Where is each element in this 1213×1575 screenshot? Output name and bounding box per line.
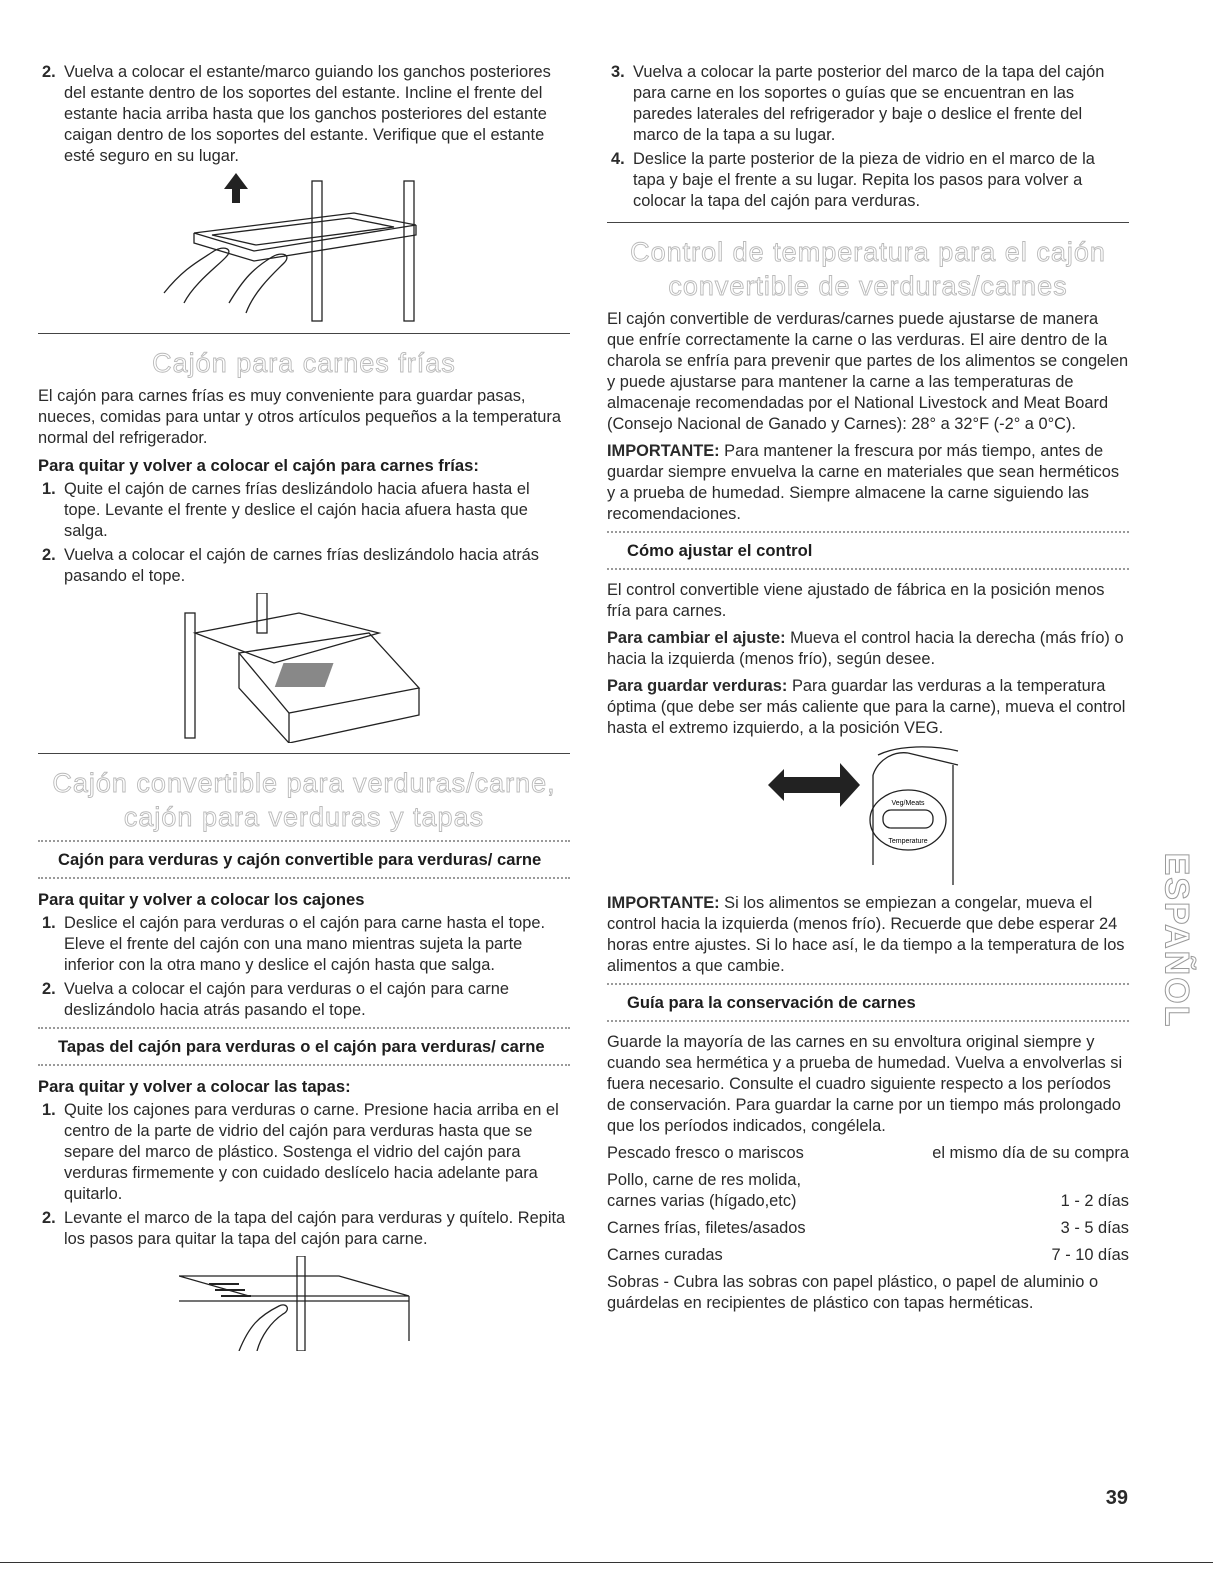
table-value: 7 - 10 días xyxy=(1051,1246,1129,1264)
carnes-frias-step-1 xyxy=(38,479,570,542)
veg-text: Para guardar las verduras a la temperatura óptima (que debe ser más caliente que para la carne), mueva el control hasta el extremo izquierdo, a la posición VEG. xyxy=(607,677,1126,737)
title-line-1: Cajón convertible para verduras/carne, xyxy=(52,768,556,798)
table-row-prefix: Pollo, carne de res molida, xyxy=(607,1171,802,1189)
important-text: Si los alimentos se empiezan a congelar, mueva el control hacia la izquierda (menos frío). Recuerde que debe esperar 24 horas entre ajustes. Si lo hace así, le da tiempo a la temperatura de los alimentos a que cambie. xyxy=(607,894,1125,975)
veg-label: Para guardar verduras: xyxy=(607,677,788,695)
language-side-tab xyxy=(1157,820,1196,1060)
section-title-cajon-convertible xyxy=(38,766,570,834)
subheading-como-ajustar: Cómo ajustar el control xyxy=(607,531,1129,570)
step-text: Deslice la parte posterior de la pieza de vidrio en el marco de la tapa y baje el frente a su lugar. Repita los pasos para volver a colocar la tapa del cajón para verduras. xyxy=(633,150,1095,210)
title-line-2: cajón para verduras y tapas xyxy=(123,802,485,832)
tapas-step-2 xyxy=(38,1208,570,1250)
section-divider xyxy=(607,222,1129,223)
table-item: carnes varias (hígado,etc) xyxy=(607,1192,797,1210)
step-text: Quite el cajón de carnes frías deslizándolo hacia afuera hasta el tope. Levante el frente y deslice el cajón hacia afuera hasta que salga. xyxy=(64,480,530,540)
step-text: Vuelva a colocar la parte posterior del marco de la tapa del cajón para carne en los soportes o guías que se encuentran en las paredes laterales del refrigerador y baje o deslice el frente del marco de la tapa a su lugar. xyxy=(633,63,1105,144)
dial-label-top: Veg/Meats xyxy=(891,800,925,807)
change-label: Para cambiar el ajuste: xyxy=(607,629,786,647)
important-label: IMPORTANTE: xyxy=(607,442,720,460)
cover-steps-continued xyxy=(607,62,1129,212)
table-row xyxy=(607,1218,1129,1239)
cajones-step-2 xyxy=(38,979,570,1021)
table-row xyxy=(607,1191,1129,1212)
subheading-tapas: Tapas del cajón para verduras o el cajón para verduras/ carne xyxy=(38,1027,570,1066)
language-label: ESPAÑOL xyxy=(1157,852,1196,1028)
step-number: 1. xyxy=(42,1101,56,1119)
important-note-2 xyxy=(607,893,1129,977)
table-value: el mismo día de su compra xyxy=(932,1144,1129,1162)
title-line-2: convertible de verduras/carnes xyxy=(668,271,1068,301)
cover-step-4 xyxy=(607,149,1129,212)
leftovers-text: Sobras - Cubra las sobras con papel plástico, o papel de aluminio o guárdelas en recipientes de plástico con tapas herméticas. xyxy=(607,1273,1099,1312)
shelf-illustration xyxy=(154,173,454,323)
veg-setting-text xyxy=(607,676,1129,739)
temperature-control-illustration xyxy=(768,745,968,885)
table-row xyxy=(607,1245,1129,1266)
step-text: Deslice el cajón para verduras o el cajón para carne hasta el tope. Eleve el frente del cajón con una mano mientras sujeta la parte inferior con la otra mano y deslice el cajón hasta que salga. xyxy=(64,914,546,974)
important-label: IMPORTANTE: xyxy=(607,894,720,912)
table-item: Carnes curadas xyxy=(607,1246,723,1264)
table-item: Carnes frías, filetes/asados xyxy=(607,1219,806,1237)
meat-drawer-illustration xyxy=(179,593,429,743)
step-number: 2. xyxy=(42,980,56,998)
step-number: 2. xyxy=(42,63,56,81)
step-text: Vuelva a colocar el cajón para verduras o el cajón para carne deslizándolo hacia atrás pasando el tope. xyxy=(64,980,509,1019)
important-note-1 xyxy=(607,441,1129,525)
cajones-step-1 xyxy=(38,913,570,976)
subheading-cajon-verduras: Cajón para verduras y cajón convertible para verduras/ carne xyxy=(38,840,570,879)
step-number: 4. xyxy=(611,150,625,168)
cajones-steps xyxy=(38,913,570,1021)
dial-label-bottom: Temperature xyxy=(888,838,928,845)
important-text: Para mantener la frescura por más tiempo, antes de guardar siempre envuelva la carne en materiales que sean herméticos y a prueba de humedad. Siempre almacene la carne siguiendo las recomendaciones. xyxy=(607,442,1120,523)
section-title-control-temperatura xyxy=(607,235,1129,303)
control-default-text: El control convertible viene ajustado de fábrica en la posición menos fría para carnes. xyxy=(607,581,1105,620)
tapas-steps xyxy=(38,1100,570,1250)
tapas-heading: Para quitar y volver a colocar las tapas: xyxy=(38,1077,351,1096)
table-row xyxy=(607,1143,1129,1164)
step-text: Quite los cajones para verduras o carne. Presione hacia arriba en el centro de la parte de vidrio del cajón para verduras hasta que se separe del marco de plástico. Sostenga el vidrio del cajón para verduras firmemente y con cuidado deslícelo hacia adelante para quitarlo. xyxy=(64,1101,559,1203)
tapas-step-1 xyxy=(38,1100,570,1205)
change-text: Mueva el control hacia la derecha (más frío) o hacia la izquierda (menos frío), según desee. xyxy=(607,629,1124,668)
step-text: Vuelva a colocar el cajón de carnes frías deslizándolo hacia atrás pasando el tope. xyxy=(64,546,539,585)
guide-intro: Guarde la mayoría de las carnes en su envoltura original siempre y cuando sea hermética y a prueba de humedad. Vuelva a envolverlas si fuera necesario. Consulte el cuadro siguiente respecto a los períodos de conservación. Para guardar la carne por un tiempo más prolongado que los períodos indicados, congélela. xyxy=(607,1033,1123,1135)
change-setting-text xyxy=(607,628,1129,670)
storage-table xyxy=(607,1143,1129,1266)
right-column xyxy=(607,62,1129,1320)
step-number: 1. xyxy=(42,480,56,498)
left-column xyxy=(38,62,570,1359)
cover-step-3 xyxy=(607,62,1129,146)
section-divider xyxy=(38,333,570,334)
carnes-frias-step-2 xyxy=(38,545,570,587)
page-number: 39 xyxy=(1105,1487,1128,1509)
cover-illustration xyxy=(179,1256,429,1351)
up-arrow-icon xyxy=(224,173,248,203)
step-number: 2. xyxy=(42,1209,56,1227)
control-intro: El cajón convertible de verduras/carnes puede ajustarse de manera que enfríe correctamente la carne o las verduras. El aire dentro de la charola se enfría para prevenir que partes de los alimentos se congelen y puede ajustarse para mantener la carne a las temperaturas de almacenaje recomendadas por el National Livestock and Meat Board (Consejo Nacional de Ganado y Carnes): 28° a 32°F (-2° a 0°C). xyxy=(607,310,1129,433)
table-value: 1 - 2 días xyxy=(1060,1192,1129,1210)
step-number: 3. xyxy=(611,63,625,81)
table-value: 3 - 5 días xyxy=(1060,1219,1129,1237)
title-line-1: Control de temperatura para el cajón xyxy=(630,237,1106,267)
subheading-guia-carnes: Guía para la conservación de carnes xyxy=(607,983,1129,1022)
cajones-heading: Para quitar y volver a colocar los cajones xyxy=(38,890,365,909)
carnes-frias-steps xyxy=(38,479,570,587)
shelf-step-list xyxy=(38,62,570,167)
carnes-frias-heading: Para quitar y volver a colocar el cajón para carnes frías: xyxy=(38,456,479,475)
left-arrow-icon xyxy=(768,763,860,807)
step-number: 2. xyxy=(42,546,56,564)
step-text: Levante el marco de la tapa del cajón para verduras y quítelo. Repita los pasos para quitar la tapa del cajón para carne. xyxy=(64,1209,566,1248)
step-number: 1. xyxy=(42,914,56,932)
shelf-step-2 xyxy=(38,62,570,167)
carnes-frias-intro: El cajón para carnes frías es muy conveniente para guardar pasas, nueces, comidas para untar y otros artículos pequeños a la temperatura normal del refrigerador. xyxy=(38,387,561,447)
step-text: Vuelva a colocar el estante/marco guiando los ganchos posteriores del estante dentro de los soportes del estante. Incline el frente del estante hacia arriba hasta que los ganchos posteriores del estante caigan dentro de los soportes del estante. Verifique que el estante esté seguro en su lugar. xyxy=(64,63,551,165)
section-title-carnes-frias: Cajón para carnes frías xyxy=(152,348,456,378)
section-divider xyxy=(38,753,570,754)
table-item: Pescado fresco o mariscos xyxy=(607,1144,804,1162)
footer-rule xyxy=(0,1562,1213,1563)
